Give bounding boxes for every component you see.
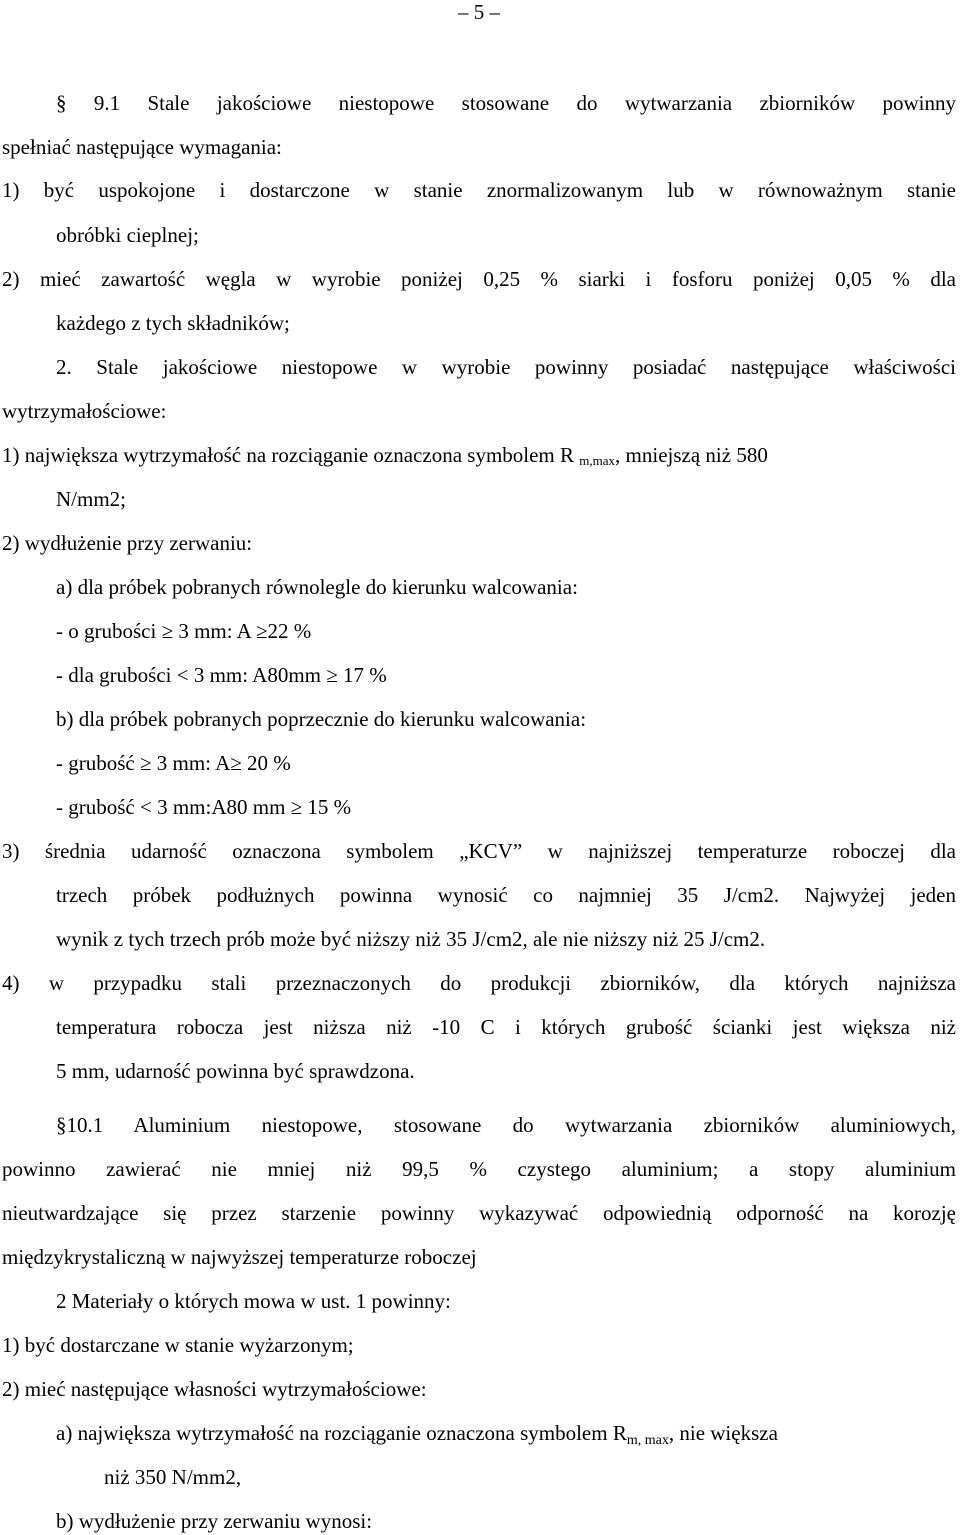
text-line: - grubość < 3 mm:A80 mm ≥ 15 % <box>56 795 352 819</box>
text-run: a) największa wytrzymałość na rozciąganie oznaczona symbolem R <box>56 1421 627 1445</box>
text-line: obróbki cieplnej; <box>56 223 199 247</box>
text-line: wytrzymałościowe: <box>2 399 167 423</box>
text-run: , nie większa <box>668 1421 778 1445</box>
list-item-2-line: 2) mieć następujące własności wytrzymałościowe: <box>2 1377 427 1401</box>
list-item-1-tensile-line <box>2 441 768 475</box>
text-line: wynik z tych trzech prób może być niższy niż 35 J/cm2, ale nie niższy niż 25 J/cm2. <box>56 927 766 951</box>
text-line: temperatura robocza jest niższa niż -10 C i których grubość ścianki jest większa niż <box>56 1015 956 1039</box>
subscript: m,max <box>579 453 616 468</box>
text-line: powinno zawierać nie mniej niż 99,5 % czystego aluminium; a stopy aluminium <box>2 1157 956 1181</box>
paragraph-10-1-line: §10.1 Aluminium niestopowe, stosowane do wytwarzania zbiorników aluminiowych, <box>56 1113 956 1137</box>
text-line: N/mm2; <box>56 487 127 511</box>
text-line: trzech próbek podłużnych powinna wynosić co najmniej 35 J/cm2. Najwyżej jeden <box>56 883 956 907</box>
text-line: spełniać następujące wymagania: <box>2 135 282 159</box>
text-line: 5 mm, udarność powinna być sprawdzona. <box>56 1059 415 1083</box>
list-item-1-line: 1) być uspokojone i dostarczone w stanie znormalizowanym lub w równoważnym stanie <box>2 178 956 202</box>
text-run: , mniejszą niż 580 <box>615 443 768 467</box>
text-line: międzykrystaliczną w najwyższej temperaturze roboczej <box>2 1245 477 1269</box>
list-item-2-line: 2) mieć zawartość węgla w wyrobie poniżej 0,25 % siarki i fosforu poniżej 0,05 % dla <box>2 267 956 291</box>
list-item-a-line: a) dla próbek pobranych równolegle do kierunku walcowania: <box>56 575 578 599</box>
list-item-4-line: 4) w przypadku stali przeznaczonych do produkcji zbiorników, dla których najniższa <box>2 971 956 995</box>
text-line: - grubość ≥ 3 mm: A≥ 20 % <box>56 751 291 775</box>
paragraph-9-1-line: § 9.1 Stale jakościowe niestopowe stosowane do wytwarzania zbiorników powinny <box>56 91 956 115</box>
text-line: każdego z tych składników; <box>56 311 290 335</box>
list-item-3-line: 3) średnia udarność oznaczona symbolem „KCV” w najniższej temperaturze roboczej dla <box>2 839 956 863</box>
text-run: 1) największa wytrzymałość na rozciąganie oznaczona symbolem R <box>2 443 575 467</box>
list-item-b-line: b) wydłużenie przy zerwaniu wynosi: <box>56 1509 373 1533</box>
paragraph-2-line: 2 Materiały o których mowa w ust. 1 powinny: <box>56 1289 451 1313</box>
text-line: nieutwardzające się przez starzenie powinny wykazywać odpowiednią odporność na korozję <box>2 1201 956 1225</box>
list-item-b-line: b) dla próbek pobranych poprzecznie do kierunku walcowania: <box>56 707 587 731</box>
text-line: - dla grubości < 3 mm: A80mm ≥ 17 % <box>56 663 387 687</box>
list-item-a-tensile-line <box>56 1419 778 1455</box>
text-line: - o grubości ≥ 3 mm: A ≥22 % <box>56 619 312 643</box>
paragraph-2-line: 2. Stale jakościowe niestopowe w wyrobie powinny posiadać następujące właściwości <box>56 355 956 379</box>
text-line: niż 350 N/mm2, <box>104 1465 242 1489</box>
list-item-2-line: 2) wydłużenie przy zerwaniu: <box>2 531 253 555</box>
page-number: – 5 – <box>458 0 500 24</box>
subscript: m, max <box>626 1433 669 1448</box>
list-item-1-line: 1) być dostarczane w stanie wyżarzonym; <box>2 1333 354 1357</box>
